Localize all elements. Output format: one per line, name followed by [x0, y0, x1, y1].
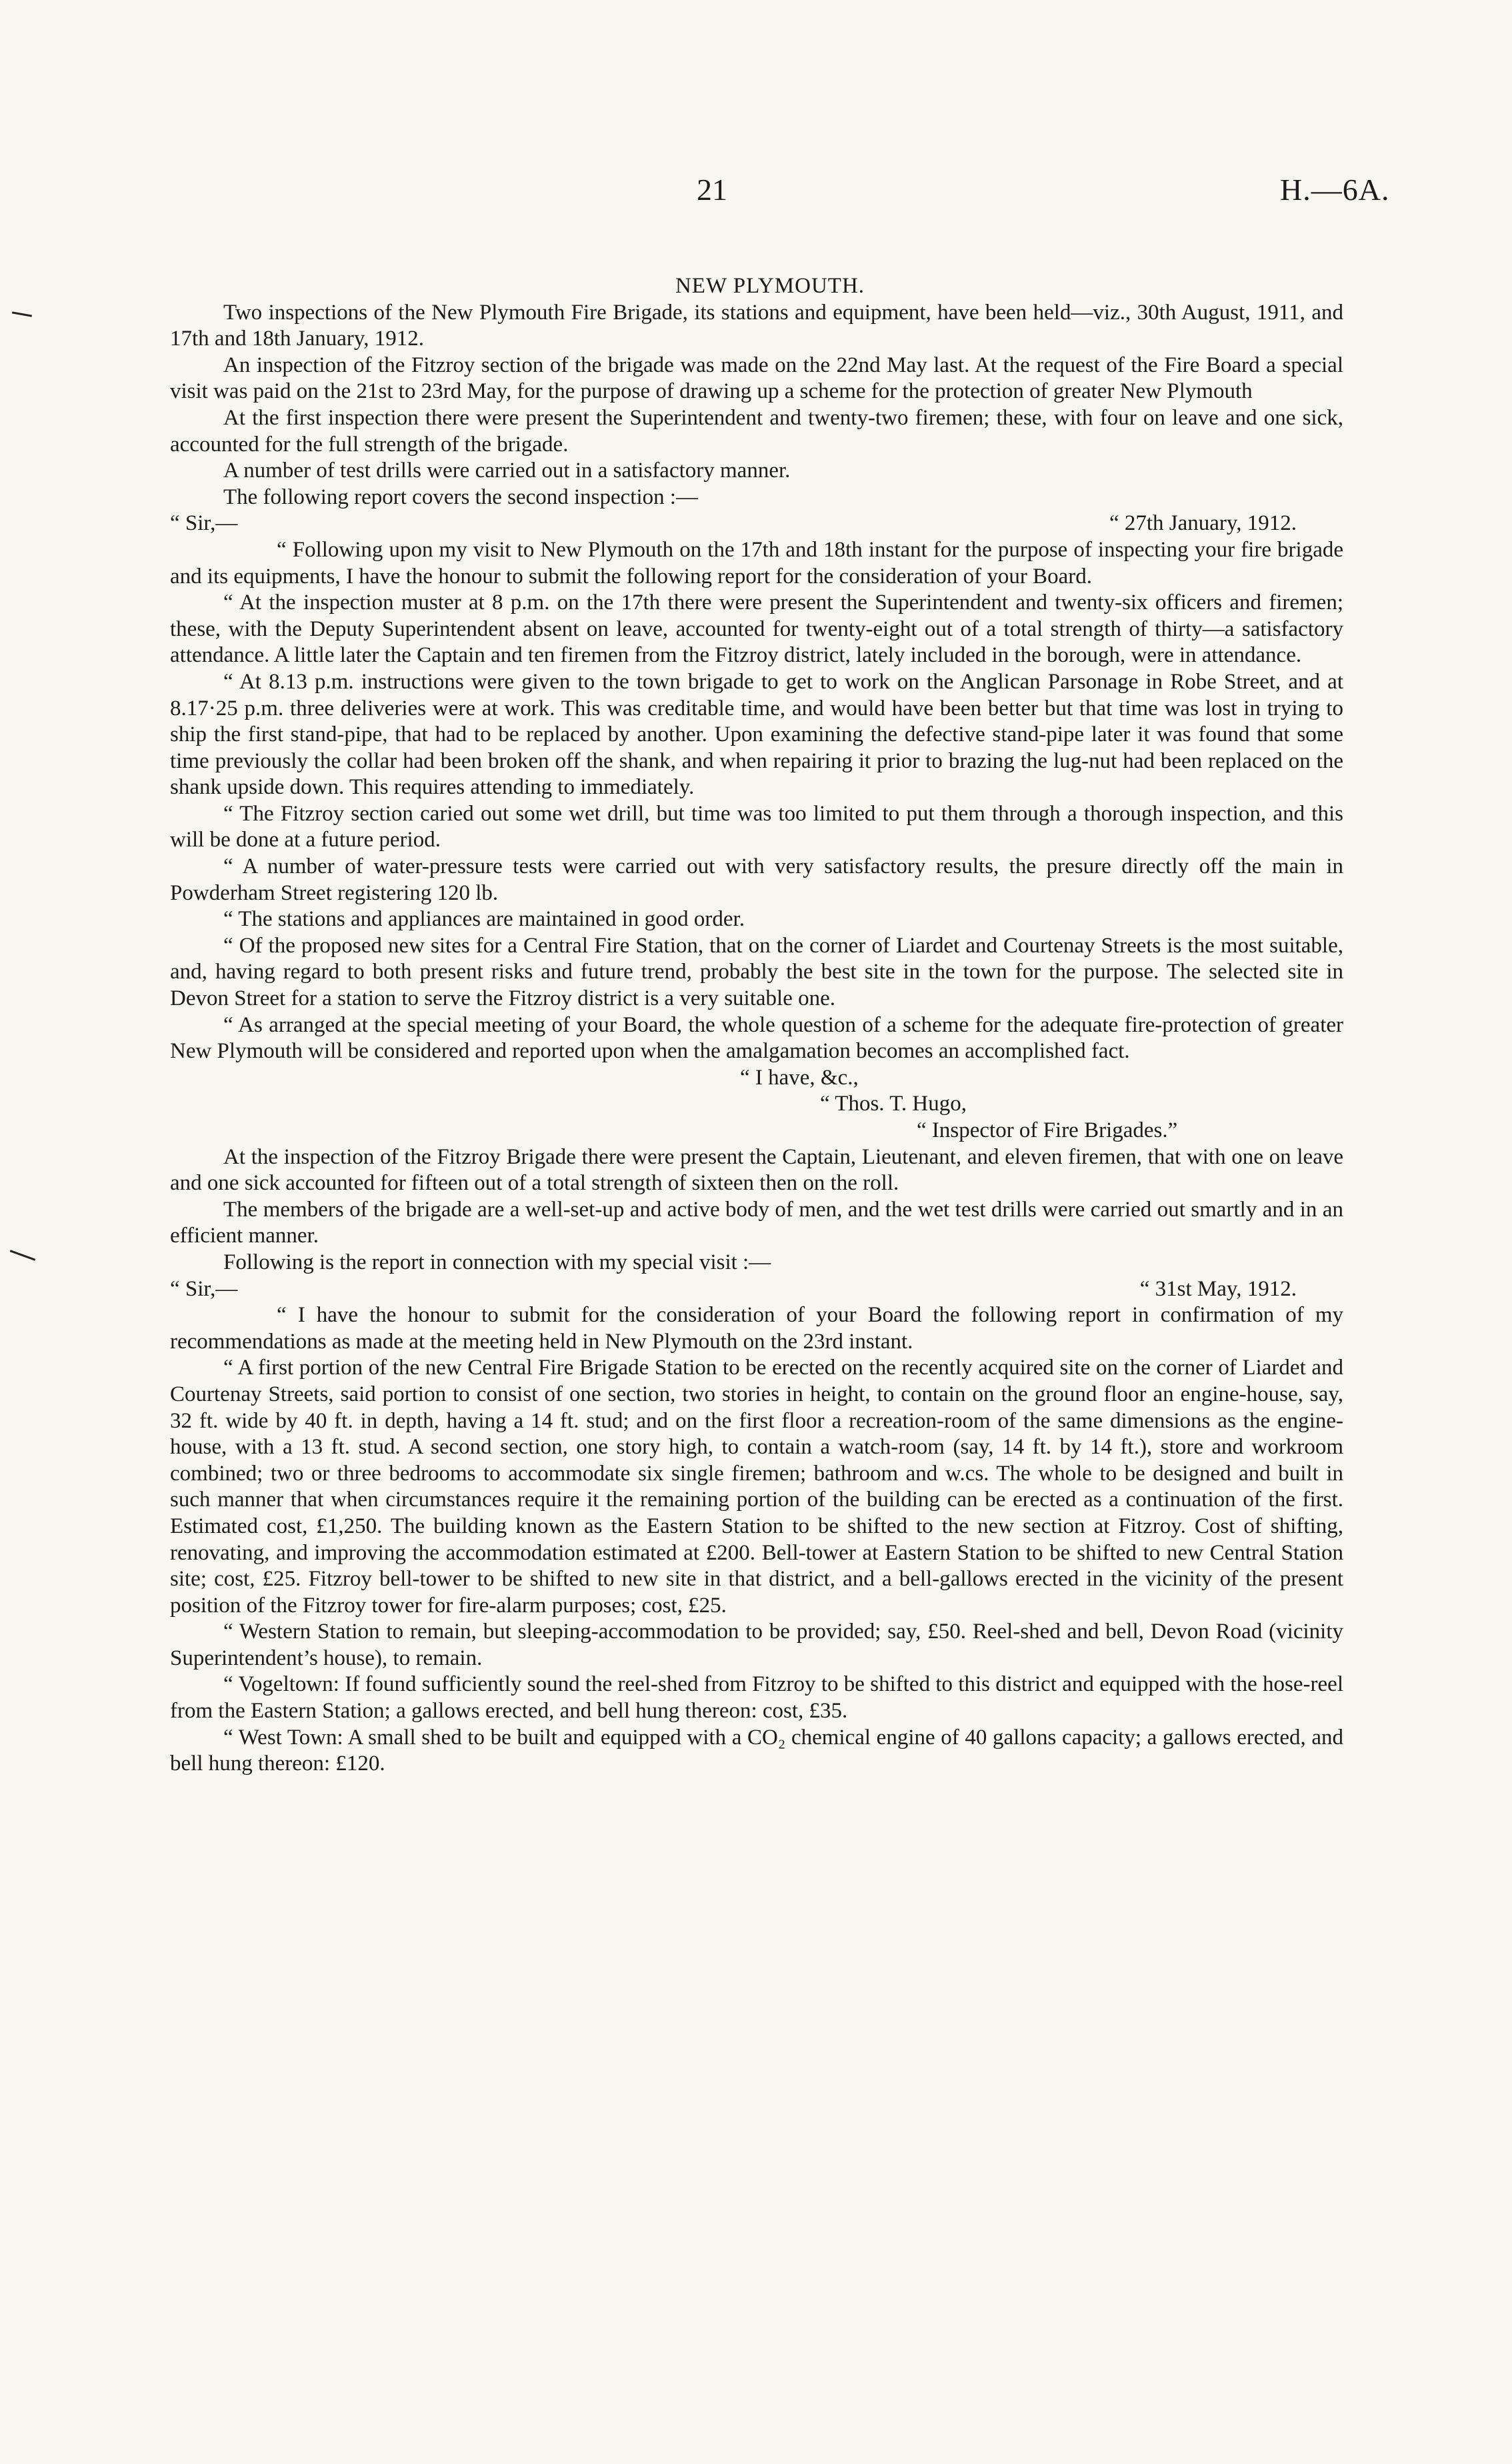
- letter-paragraph: “ Western Station to remain, but sleeping-accommodation to be provided; say, £50. Reel-shed and bell, Devon Road (vicinity Superintendent’s house), to remain.: [170, 1620, 1343, 1670]
- letter-paragraph: “ At 8.13 p.m. instructions were given to the town brigade to get to work on the Anglican Parsonage in Robe Street, and at 8.17·25 p.m. three deliveries were at work. This was creditable time, and would have been better but that time was lost in trying to ship the first stand-pipe, that had to be replaced by another. Upon examining the defective stand-pipe later it was found that some time previously the collar had been broken off the shank, and when repairing it prior to brazing the lug-nut had been replaced on the shank upside down. This requires attending to immediately.: [170, 669, 1343, 800]
- paragraph: The following report covers the second inspection :—: [223, 485, 699, 509]
- letter-paragraph: “ The Fitzroy section caried out some wet drill, but time was too limited to put them through a thorough inspection, and this will be done at a future period.: [170, 801, 1343, 852]
- paragraph: An inspection of the Fitzroy section of the brigade was made on the 22nd May last. At the request of the Fire Board a special visit was paid on the 21st to 23rd May, for the purpose of drawing up a scheme for the protection of greater New Plymouth: [170, 353, 1343, 404]
- letter-date: “ 27th January, 1912.: [1109, 511, 1297, 536]
- salutation: “ Sir,—: [170, 1276, 238, 1301]
- document-reference: H.—6A.: [1280, 173, 1390, 207]
- paragraph: At the inspection of the Fitzroy Brigade there were present the Captain, Lieutenant, and eleven firemen, that with one on leave and one sick accounted for fifteen out of a total strength of sixteen then on the roll.: [170, 1144, 1343, 1196]
- letter-paragraph: “ Following upon my visit to New Plymouth on the 17th and 18th instant for the purpose of inspecting your fire brigade and its equipments, I have the honour to submit the following report for the consideration of your Board.: [170, 537, 1343, 589]
- margin-mark: [12, 311, 32, 317]
- letter-closing: “ I have, &c.,: [740, 1065, 859, 1090]
- letter-paragraph: “ West Town: A small shed to be built and equipped with a CO₂ chemical engine of 40 gallons capacity; a gallows erected, and bell hung thereon: £120.: [170, 1725, 1343, 1776]
- letter-paragraph: “ Vogeltown: If found sufficiently sound the reel-shed from Fitzroy to be shifted to this district and equipped with the hose-reel from the Eastern Station; a gallows erected, and bell hung thereon: cost, £35.: [170, 1672, 1343, 1724]
- paragraph: A number of test drills were carried out in a satisfactory manner.: [223, 459, 791, 483]
- paragraph: Following is the report in connection with my special visit :—: [223, 1250, 771, 1274]
- letter-date: “ 31st May, 1912.: [1139, 1276, 1297, 1301]
- letter-paragraph: “ Of the proposed new sites for a Central Fire Station, that on the corner of Liardet and Courtenay Streets is the most suitable, and, having regard to both present risks and future trend, probably the best site in the town for the purpose. The selected site in Devon Street for a station to serve the Fitzroy district is a very suitable one.: [170, 933, 1343, 1011]
- margin-mark: [10, 1250, 36, 1261]
- letter-header: [170, 1276, 1343, 1303]
- section-heading: NEW PLYMOUTH.: [675, 274, 865, 298]
- letter-paragraph: “ A number of water-pressure tests were carried out with very satisfactory results, the presure directly off the main in Powderham Street registering 120 lb.: [170, 854, 1343, 905]
- letter-paragraph: “ At the inspection muster at 8 p.m. on the 17th there were present the Superintendent and twenty-six officers and firemen; these, with the Deputy Superintendent absent on leave, accounted for twenty-eight out of a total strength of thirty—a satisfactory attendance. A little later the Captain and ten firemen from the Fitzroy district, lately included in the borough, were in attendance.: [170, 591, 1343, 668]
- document-body: [170, 273, 1343, 1778]
- paragraph: The members of the brigade are a well-set-up and active body of men, and the wet test drills were carried out smartly and in an efficient manner.: [170, 1197, 1343, 1248]
- letter-paragraph: “ A first portion of the new Central Fire Brigade Station to be erected on the recently acquired site on the corner of Liardet and Courtenay Streets, said portion to consist of one section, two stories in height, to contain on the ground floor an engine-house, say, 32 ft. wide by 40 ft. in depth, having a 14 ft. stud; and on the first floor a recreation-room of the same dimensions as the engine-house, with a 13 ft. stud. A second section, one story high, to contain a watch-room (say, 14 ft. by 14 ft.), store and workroom combined; two or three bedrooms to accommodate six single firemen; bathroom and w.cs. The whole to be designed and built in such manner that when circumstances require it the remaining portion of the building can be erected as a continuation of the first. Estimated cost, £1,250. The building known as the Eastern Station to be shifted to the new section at Fitzroy. Cost of shifting, renovating, and improving the accommodation estimated at £200. Bell-tower at Eastern Station to be shifted to new Central Station site; cost, £25. Fitzroy bell-tower to be shifted to new site in that district, and a bell-gallows erected in the vicinity of the present position of the Fitzroy tower for fire-alarm purposes; cost, £25.: [170, 1356, 1343, 1618]
- letter-paragraph: “ The stations and appliances are maintained in good order.: [223, 907, 745, 932]
- salutation: “ Sir,—: [170, 511, 238, 536]
- paragraph: At the first inspection there were present the Superintendent and twenty-two firemen; these, with four on leave and one sick, accounted for the full strength of the brigade.: [170, 405, 1343, 457]
- paragraph: Two inspections of the New Plymouth Fire Brigade, its stations and equipment, have been held—viz., 30th August, 1911, and 17th and 18th January, 1912.: [170, 300, 1343, 351]
- letter-header: [170, 511, 1343, 537]
- letter-signature: “ Thos. T. Hugo,: [820, 1092, 967, 1116]
- signatory-title: “ Inspector of Fire Brigades.”: [917, 1118, 1178, 1142]
- letter-paragraph: “ As arranged at the special meeting of your Board, the whole question of a scheme for the adequate fire-protection of greater New Plymouth will be considered and reported upon when the amalgamation becomes an accomplished fact.: [170, 1012, 1343, 1064]
- letter-paragraph: “ I have the honour to submit for the consideration of your Board the following report in confirmation of my recommendations as made at the meeting held in New Plymouth on the 23rd instant.: [170, 1303, 1343, 1354]
- page-number: 21: [697, 173, 727, 207]
